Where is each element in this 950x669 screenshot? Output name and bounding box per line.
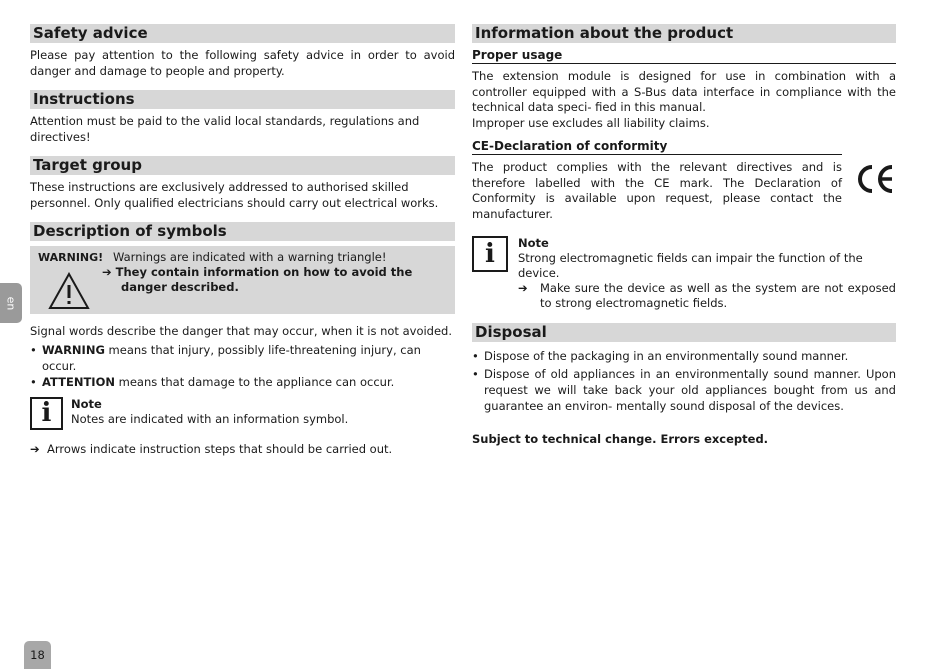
right-column [472,24,896,446]
ce-heading: CE-Declaration of conformity [472,139,842,155]
warning-label: WARNING! [38,251,104,264]
arrow-line: ➔ Arrows indicate instruction steps that should be carried out. [30,441,393,456]
warning-box [30,246,455,314]
list-item: • Dispose of old appliances in an environmentally sound manner. Upon request we will take back your old appliances bought from us and guarantee an environ- mentally sound disposal of the devices. [472,366,896,414]
warning-text: Warnings are indicated with a warning triangle! [113,250,387,264]
note-block [472,236,896,311]
safety-text: Please pay attention to the following safety advice in order to avoid danger and damage to people and property. [30,48,455,78]
list-item: • Dispose of the packaging in an environmentally sound manner. [472,348,896,364]
safety-heading: Safety advice [30,24,455,43]
list-item: • ATTENTION means that damage to the appliance can occur. [30,374,455,390]
info-icon: i [472,236,508,272]
arrow-icon: ➔ [102,265,116,279]
disposal-heading: Disposal [472,323,896,342]
note-block [30,397,455,430]
page-number: 18 [24,641,51,669]
note-text: Strong electromagnetic fields can impair the function of the device. [518,251,863,280]
target-group-heading: Target group [30,156,455,175]
arrow-icon: ➔ [518,281,528,295]
language-tab: en [0,283,22,323]
ce-text: The product complies with the relevant directives and is therefore labelled with the CE mark. The Declaration of Conformity is available upon request, please contact the manufacturer. [472,160,842,221]
note-title: Note [71,396,102,411]
instructions-heading: Instructions [30,90,455,109]
target-group-text: These instructions are exclusively addressed to authorised skilled personnel. Only qualified electricians should carry out electrical works. [30,180,439,210]
note-title: Note [518,236,549,250]
signal-list [30,342,455,390]
arrow-icon: ➔ [30,441,40,456]
product-heading: Information about the product [472,24,896,43]
signal-text: Signal words describe the danger that may occur, when it is not avoided. [30,324,453,338]
disposal-list [472,348,896,414]
left-column [30,24,455,457]
info-icon: i [30,397,63,430]
footer-note: Subject to technical change. Errors excepted. [472,432,769,446]
warning-action: ➔ They contain information on how to avoid the danger described. [102,265,413,294]
ce-mark-icon [854,163,896,195]
usage-heading: Proper usage [472,48,896,64]
note-action: ➔ Make sure the device as well as the system are not exposed to strong electromagnetic fields. [518,281,896,310]
usage-text: The extension module is designed for use in combination with a controller equipped with a S-Bus data interface in compliance with the technical data speci- fied in this manual. [472,69,896,114]
symbols-heading: Description of symbols [30,222,455,241]
list-item: • WARNING means that injury, possibly life-threatening injury, can occur. [30,342,455,374]
usage-text-2: Improper use excludes all liability claims. [472,115,710,130]
warning-triangle-icon [48,272,90,310]
instructions-text: Attention must be paid to the valid local standards, regulations and directives! [30,114,420,144]
note-text: Notes are indicated with an information symbol. [71,411,349,426]
